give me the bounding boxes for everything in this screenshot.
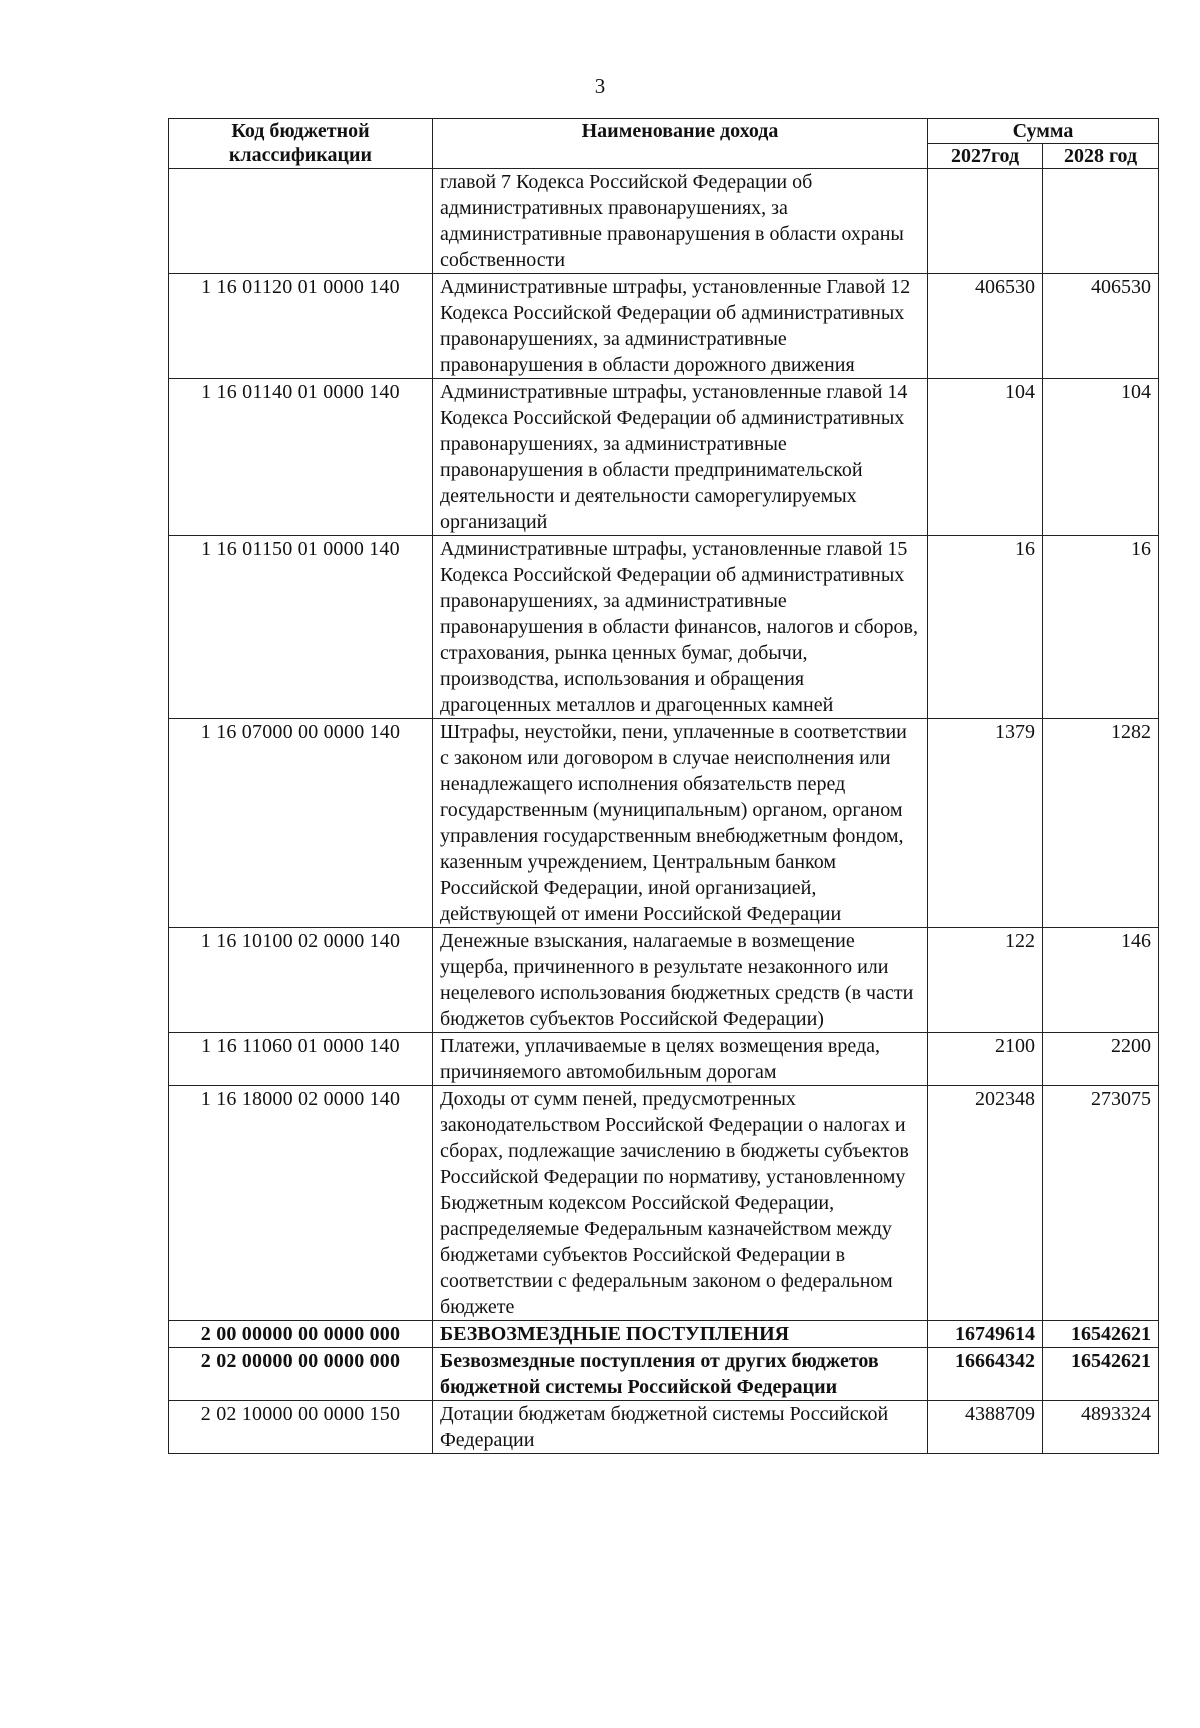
table-row bbox=[169, 1401, 1159, 1454]
row-value-2028: 16542621 bbox=[1043, 1321, 1159, 1348]
table-row bbox=[169, 719, 1159, 928]
row-code: 2 02 10000 00 0000 150 bbox=[169, 1401, 433, 1454]
table-row bbox=[169, 928, 1159, 1033]
row-value-2028: 2200 bbox=[1043, 1033, 1159, 1086]
row-name: Платежи, уплачиваемые в целях возмещения вреда, причиняемого автомобильным дорогам bbox=[433, 1033, 928, 1086]
header-year-2027: 2027год bbox=[928, 144, 1043, 169]
row-value-2028: 406530 bbox=[1043, 274, 1159, 379]
row-code: 2 02 00000 00 0000 000 bbox=[169, 1348, 433, 1401]
row-value-2028: 16 bbox=[1043, 536, 1159, 719]
row-code: 1 16 10100 02 0000 140 bbox=[169, 928, 433, 1033]
row-name: Безвозмездные поступления от других бюджетов бюджетной системы Российской Федерации bbox=[433, 1348, 928, 1401]
table-row bbox=[169, 379, 1159, 536]
row-name: Доходы от сумм пеней, предусмотренных законодательством Российской Федерации о налогах и сборах, подлежащие зачислению в бюджеты субъектов Российской Федерации по нормативу, установленному Бюджетным кодексом Российской Федерации, распределяемые Федеральным казначейством между бюджетами субъектов Российской Федерации в соответствии с федеральным законом о федеральном бюджете bbox=[433, 1086, 928, 1321]
row-value-2027: 4388709 bbox=[928, 1401, 1043, 1454]
page-number: 3 bbox=[594, 74, 606, 98]
row-name: Административные штрафы, установленные главой 14 Кодекса Российской Федерации об административных правонарушениях, за административные правонарушения в области предпринимательской деятельности и деятельности саморегулируемых организаций bbox=[433, 379, 928, 536]
row-code: 2 00 00000 00 0000 000 bbox=[169, 1321, 433, 1348]
row-value-2027: 406530 bbox=[928, 274, 1043, 379]
row-value-2027: 104 bbox=[928, 379, 1043, 536]
table-header bbox=[169, 119, 1159, 169]
row-value-2028 bbox=[1043, 169, 1159, 274]
row-value-2028: 16542621 bbox=[1043, 1348, 1159, 1401]
row-name: Денежные взыскания, налагаемые в возмещение ущерба, причиненного в результате незаконного или нецелевого использования бюджетных средств (в части бюджетов субъектов Российской Федерации) bbox=[433, 928, 928, 1033]
row-code: 1 16 18000 02 0000 140 bbox=[169, 1086, 433, 1321]
table-row bbox=[169, 274, 1159, 379]
row-value-2028: 146 bbox=[1043, 928, 1159, 1033]
table-row bbox=[169, 1321, 1159, 1348]
row-code: 1 16 01120 01 0000 140 bbox=[169, 274, 433, 379]
row-name: Административные штрафы, установленные Главой 12 Кодекса Российской Федерации об административных правонарушениях, за административные правонарушения в области дорожного движения bbox=[433, 274, 928, 379]
row-value-2028: 1282 bbox=[1043, 719, 1159, 928]
row-name: Дотации бюджетам бюджетной системы Российской Федерации bbox=[433, 1401, 928, 1454]
row-name: Штрафы, неустойки, пени, уплаченные в соответствии с законом или договором в случае неисполнения или ненадлежащего исполнения обязательств перед государственным (муниципальным) органом, органом управления государственным внебюджетным фондом, казенным учреждением, Центральным банком Российской Федерации, иной организацией, действующей от имени Российской Федерации bbox=[433, 719, 928, 928]
table-row bbox=[169, 169, 1159, 274]
row-value-2027 bbox=[928, 169, 1043, 274]
row-name: главой 7 Кодекса Российской Федерации об административных правонарушениях, за административные правонарушения в области охраны собственности bbox=[433, 169, 928, 274]
table-row bbox=[169, 1348, 1159, 1401]
table-row bbox=[169, 536, 1159, 719]
row-value-2027: 202348 bbox=[928, 1086, 1043, 1321]
header-code: Код бюджетной классификации bbox=[169, 119, 433, 169]
row-value-2027: 16 bbox=[928, 536, 1043, 719]
row-value-2028: 273075 bbox=[1043, 1086, 1159, 1321]
row-value-2027: 1379 bbox=[928, 719, 1043, 928]
row-value-2028: 104 bbox=[1043, 379, 1159, 536]
table-body bbox=[169, 169, 1159, 1454]
row-value-2027: 122 bbox=[928, 928, 1043, 1033]
row-name: БЕЗВОЗМЕЗДНЫЕ ПОСТУПЛЕНИЯ bbox=[433, 1321, 928, 1348]
header-sum: Сумма bbox=[928, 119, 1159, 144]
header-name: Наименование дохода bbox=[433, 119, 928, 169]
row-code bbox=[169, 169, 433, 274]
row-value-2027: 16749614 bbox=[928, 1321, 1043, 1348]
row-value-2027: 2100 bbox=[928, 1033, 1043, 1086]
budget-income-table bbox=[168, 118, 1159, 1454]
table-row bbox=[169, 1033, 1159, 1086]
row-code: 1 16 01150 01 0000 140 bbox=[169, 536, 433, 719]
row-code: 1 16 11060 01 0000 140 bbox=[169, 1033, 433, 1086]
row-code: 1 16 07000 00 0000 140 bbox=[169, 719, 433, 928]
header-year-2028: 2028 год bbox=[1043, 144, 1159, 169]
row-name: Административные штрафы, установленные главой 15 Кодекса Российской Федерации об административных правонарушениях, за административные правонарушения в области финансов, налогов и сборов, страхования, рынка ценных бумаг, добычи, производства, использования и обращения драгоценных металлов и драгоценных камней bbox=[433, 536, 928, 719]
row-value-2027: 16664342 bbox=[928, 1348, 1043, 1401]
row-value-2028: 4893324 bbox=[1043, 1401, 1159, 1454]
table-row bbox=[169, 1086, 1159, 1321]
row-code: 1 16 01140 01 0000 140 bbox=[169, 379, 433, 536]
